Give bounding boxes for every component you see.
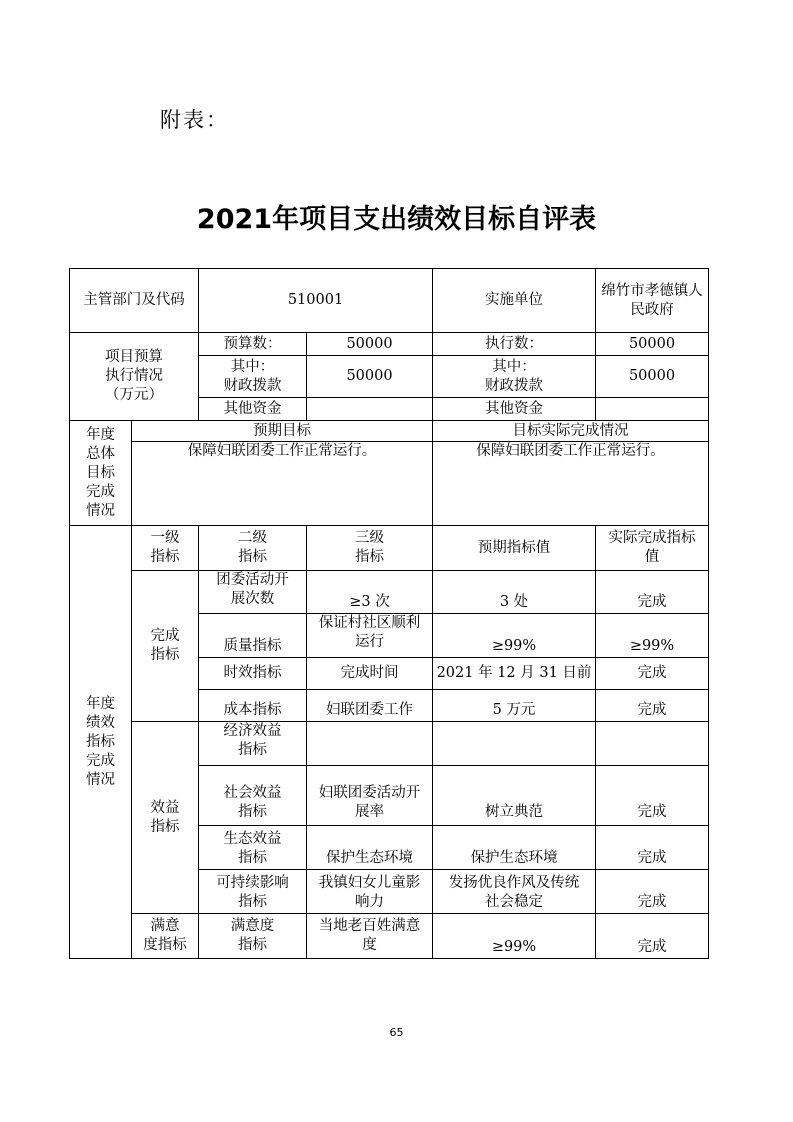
expected-cell: ≥99% (433, 914, 596, 959)
table-row (70, 722, 709, 766)
level3-header (307, 526, 433, 571)
cell-line: 社会稳定 (485, 894, 544, 910)
budget-amount-label: 预算数： (199, 333, 307, 356)
performance-label (70, 526, 132, 959)
header-line: 三级 (355, 530, 384, 546)
budget-label-line: （万元） (105, 387, 163, 403)
actual-cell: 完成 (596, 826, 709, 870)
level1-header (132, 526, 199, 571)
header-line: 指标 (150, 549, 180, 565)
annual-label-line: 目标 (86, 464, 115, 481)
level3-cell: 完成时间 (307, 658, 433, 690)
level3-cell (307, 766, 433, 826)
actual-value-header (596, 526, 709, 571)
performance-label-line: 指标 (86, 733, 115, 750)
expected-value-header: 预期指标值 (433, 526, 596, 571)
unit-label: 实施单位 (433, 269, 596, 333)
performance-label-line: 绩效 (86, 714, 115, 731)
fiscal-label-line: 其中： (492, 358, 536, 375)
header-line: 值 (644, 549, 660, 565)
fiscal-exec-value: 50000 (596, 356, 709, 398)
fiscal-exec-label (433, 356, 596, 398)
table-row (70, 571, 709, 614)
cell-line: 保证村社区顺利 (318, 615, 421, 631)
level2-header (199, 526, 307, 571)
cell-line: 指标 (238, 850, 267, 866)
fiscal-label-line: 财政拨款 (223, 377, 282, 394)
cell-line: 生态效益 (223, 831, 282, 847)
expected-cell (433, 870, 596, 914)
performance-label-line: 年度 (86, 695, 115, 712)
performance-header-row (70, 526, 709, 571)
level3-cell: 妇联团委工作 (307, 690, 433, 722)
actual-cell: 完成 (596, 914, 709, 959)
cell-line: 满意度 (230, 918, 275, 934)
annual-label-line: 总体 (86, 445, 115, 462)
label-line: 指标 (150, 647, 180, 663)
cell-line: 经济效益 (223, 723, 282, 739)
header-line: 二级 (238, 530, 267, 546)
actual-cell: 完成 (596, 870, 709, 914)
actual-cell: 完成 (596, 658, 709, 690)
level3-cell (307, 722, 433, 766)
label-line: 度指标 (143, 937, 187, 953)
actual-cell: 完成 (596, 571, 709, 614)
cell-line: 社会效益 (223, 785, 282, 801)
label-line: 指标 (150, 818, 180, 835)
other-funds-budget (307, 398, 433, 421)
cell-line: 指标 (238, 742, 267, 758)
header-line: 实际完成指标 (608, 530, 696, 546)
fiscal-budget-value: 50000 (307, 356, 433, 398)
dept-label: 主管部门及代码 (70, 269, 199, 333)
cell-line: 指标 (238, 937, 267, 953)
cell-line: 可持续影响 (216, 875, 289, 891)
expected-goal-text: 保障妇联团委工作正常运行。 (132, 442, 433, 526)
fiscal-budget-label (199, 356, 307, 398)
label-line: 满意 (150, 918, 180, 934)
cell-line: 度 (362, 937, 377, 953)
budget-label-line: 项目预算 (105, 349, 163, 365)
expected-cell: 2021 年 12 月 31 日前 (433, 658, 596, 690)
level2-cell: 时效指标 (199, 658, 307, 690)
level2-cell: 质量指标 (199, 614, 307, 658)
level2-cell: 成本指标 (199, 690, 307, 722)
annual-label-line: 完成 (86, 483, 115, 500)
expected-goal-header: 预期目标 (132, 421, 433, 442)
cell-line: 团委活动开 (216, 572, 289, 588)
header-line: 指标 (238, 549, 267, 565)
level3-cell (307, 914, 433, 959)
level2-cell (199, 826, 307, 870)
fiscal-label-line: 其中： (230, 358, 275, 375)
performance-label-line: 情况 (86, 771, 115, 788)
label-line: 完成 (150, 628, 180, 644)
budget-label (70, 333, 199, 421)
actual-cell (596, 722, 709, 766)
other-funds-exec (596, 398, 709, 421)
annual-goal-header-row (70, 421, 709, 442)
level3-cell: 保护生态环境 (307, 826, 433, 870)
actual-goal-text: 保障妇联团委工作正常运行。 (433, 442, 709, 526)
cell-line: 运行 (355, 634, 384, 650)
performance-label-line: 完成 (86, 752, 115, 769)
level2-cell (199, 722, 307, 766)
cell-line: 妇联团委活动开 (318, 785, 421, 801)
level2-cell (199, 914, 307, 959)
annual-label-line: 年度 (86, 426, 115, 443)
page-number: 65 (389, 1026, 404, 1039)
level2-cell (199, 870, 307, 914)
cell-line: 展次数 (230, 591, 275, 607)
level3-cell (307, 870, 433, 914)
level2-cell (199, 766, 307, 826)
cell-line: 当地老百姓满意 (318, 918, 421, 934)
cell-line: 我镇妇女儿童影 (318, 875, 421, 891)
actual-cell: 完成 (596, 690, 709, 722)
budget-amount-value: 50000 (307, 333, 433, 356)
actual-cell: 完成 (596, 766, 709, 826)
appendix-label: 附表： (160, 108, 229, 132)
budget-label-line: 执行情况 (105, 368, 163, 384)
expected-cell: 保护生态环境 (433, 826, 596, 870)
dept-row (70, 269, 709, 333)
actual-goal-header: 目标实际完成情况 (433, 421, 709, 442)
exec-amount-value: 50000 (596, 333, 709, 356)
label-line: 效益 (150, 799, 180, 816)
header-line: 指标 (355, 549, 384, 565)
other-funds-label: 其他资金 (199, 398, 307, 421)
satisfaction-indicator-label (132, 914, 199, 959)
benefit-indicator-label (132, 722, 199, 914)
cell-line: 展率 (355, 804, 384, 820)
level3-cell: ≥3 次 (307, 571, 433, 614)
annual-label-line: 情况 (86, 502, 115, 519)
budget-row (70, 333, 709, 356)
annual-goal-row (70, 442, 709, 526)
actual-cell: ≥99% (596, 614, 709, 658)
fiscal-label-line: 财政拨款 (485, 377, 544, 394)
expected-cell: ≥99% (433, 614, 596, 658)
complete-indicator-label (132, 571, 199, 722)
level3-cell (307, 614, 433, 658)
evaluation-table (69, 268, 709, 959)
cell-line: 指标 (238, 804, 267, 820)
table-row (70, 914, 709, 959)
other-funds-exec-label: 其他资金 (433, 398, 596, 421)
expected-cell: 树立典范 (433, 766, 596, 826)
expected-cell: 5 万元 (433, 690, 596, 722)
exec-amount-label: 执行数： (433, 333, 596, 356)
annual-goal-label (70, 421, 132, 526)
expected-cell (433, 722, 596, 766)
cell-line: 响力 (355, 894, 384, 910)
page-title: 2021年项目支出绩效目标自评表 (196, 204, 597, 235)
dept-code: 510001 (199, 269, 433, 333)
cell-line: 发扬优良作风及传统 (448, 875, 580, 891)
header-line: 一级 (150, 530, 180, 546)
unit-name: 绵竹市孝德镇人民政府 (596, 269, 709, 333)
cell-line: 指标 (238, 894, 267, 910)
expected-cell: 3 处 (433, 571, 596, 614)
level2-cell (199, 571, 307, 614)
